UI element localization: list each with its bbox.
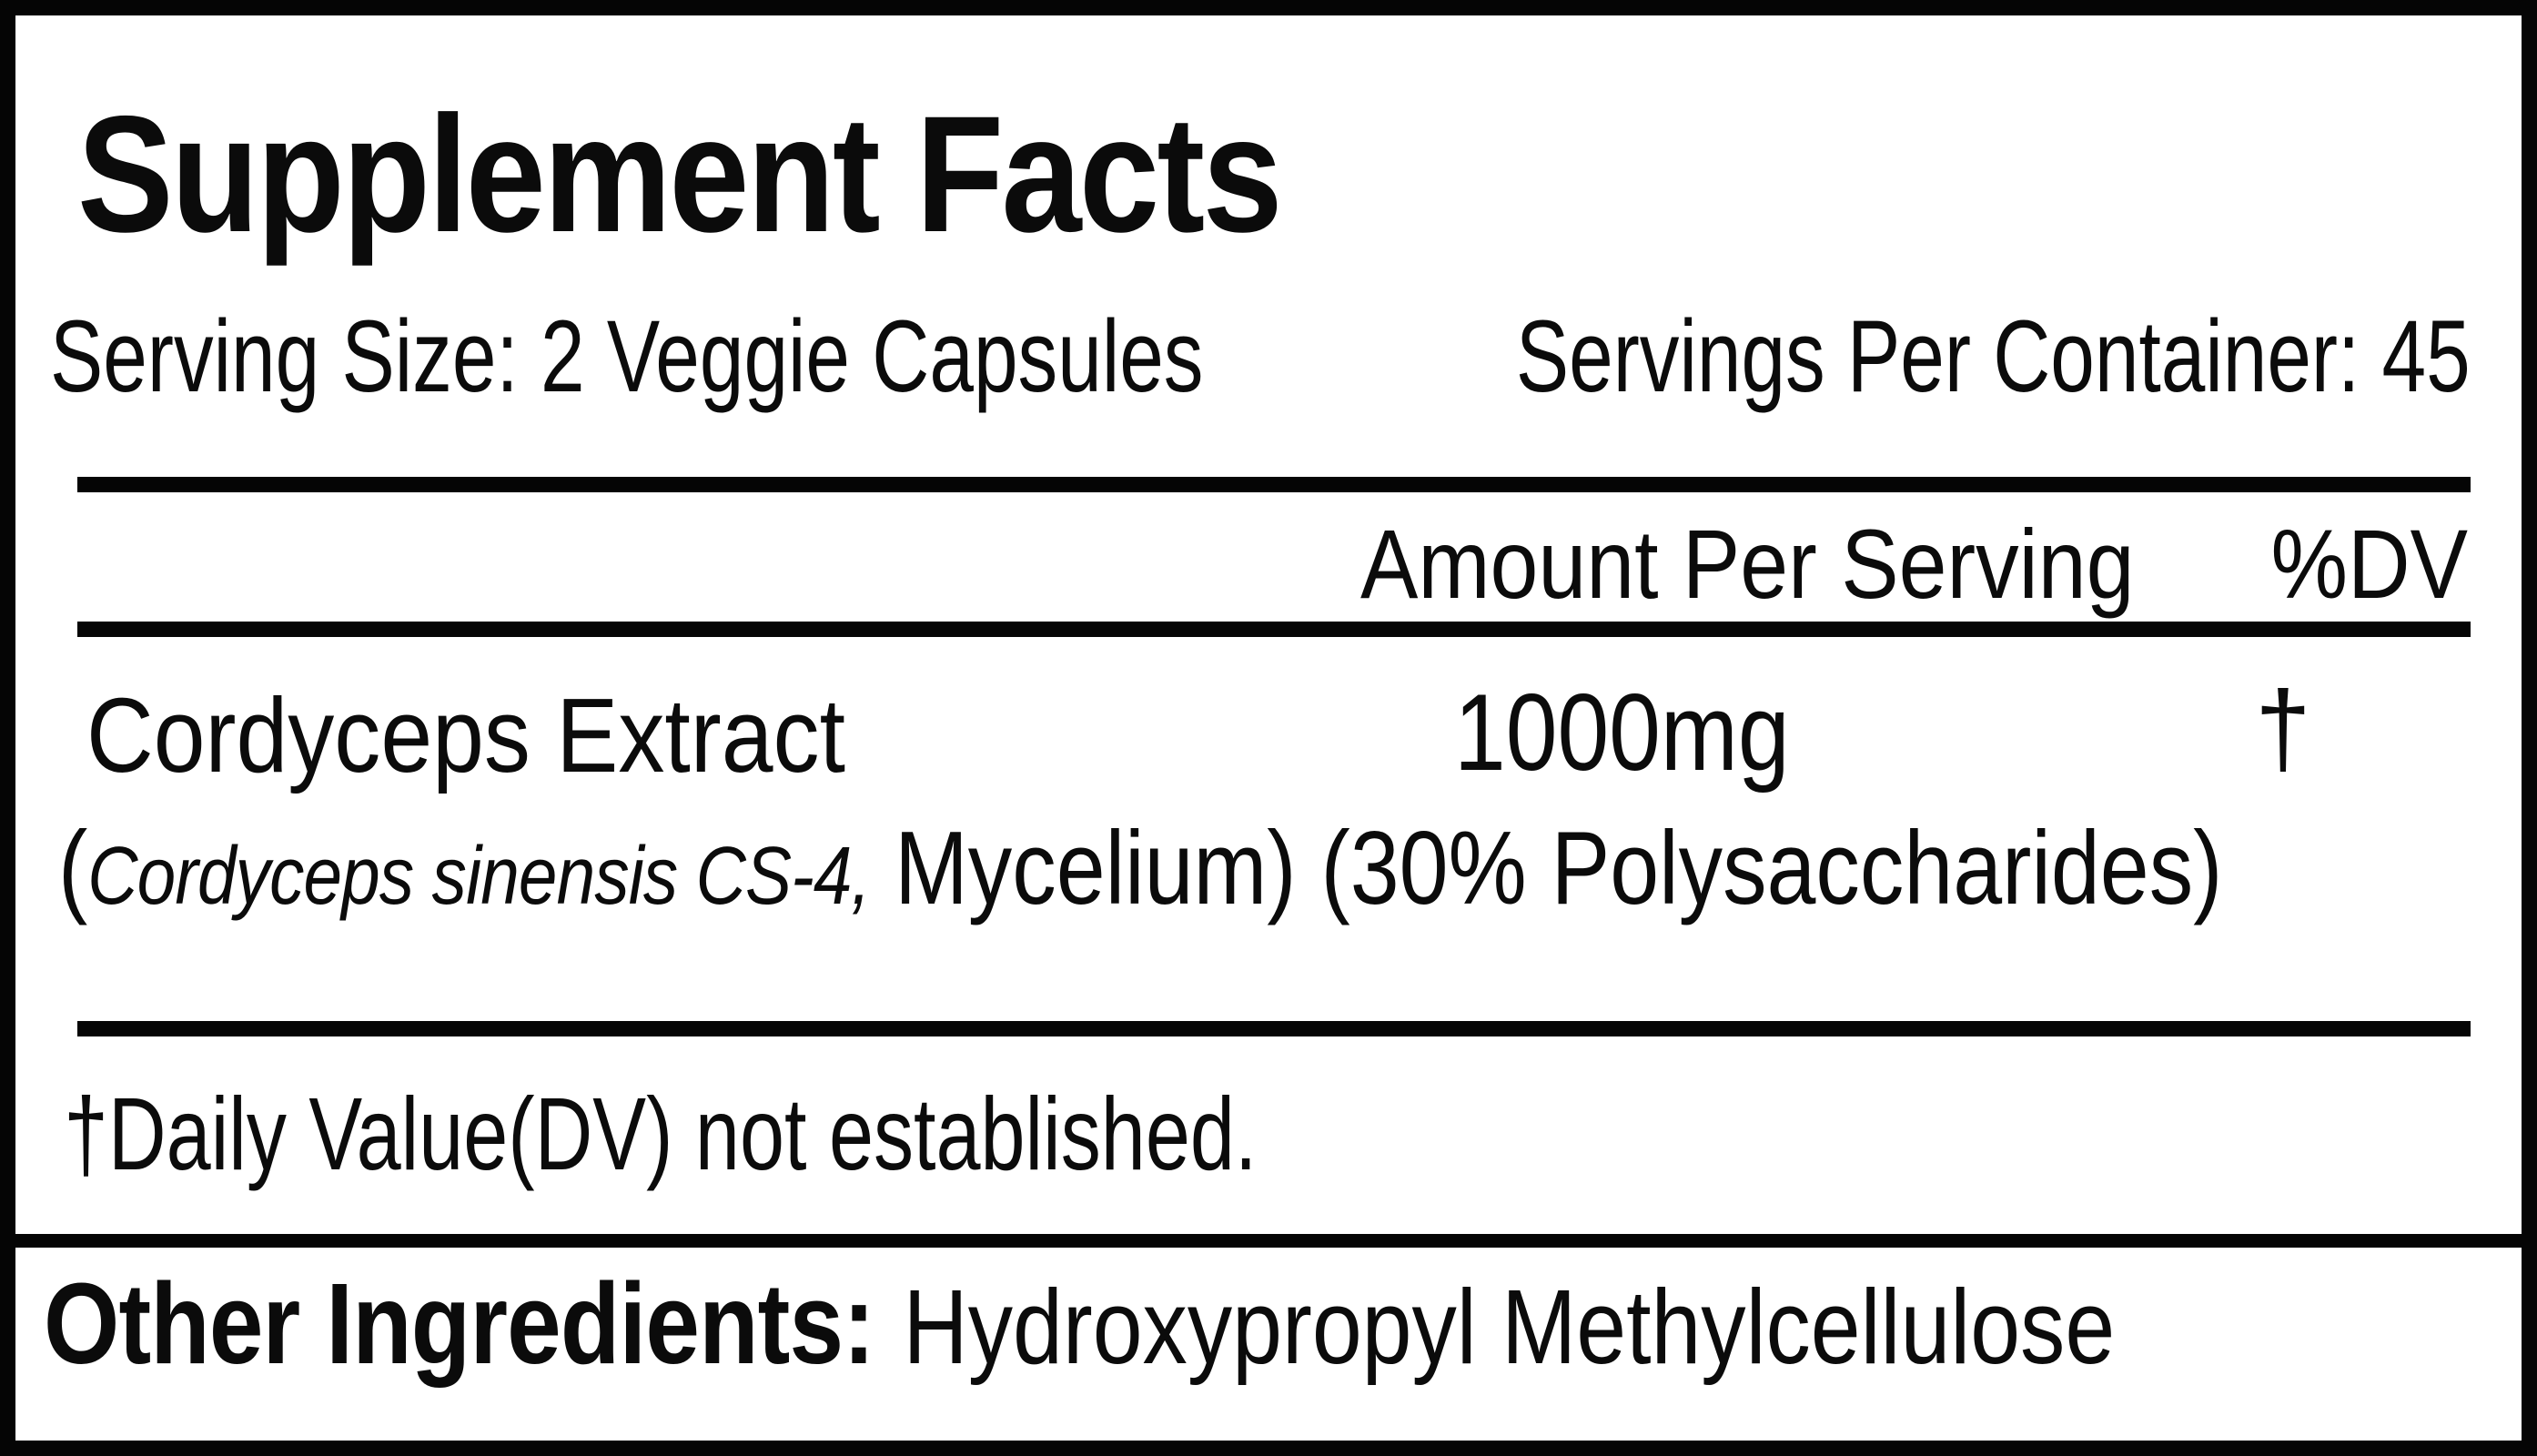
servings-per-container-text: Servings Per Container: 45: [1516, 299, 2471, 413]
divider-above-header: [77, 477, 2471, 492]
other-ingredients-label: Other Ingredients:: [44, 1259, 874, 1388]
ingredient-detail-prefix: (: [58, 811, 88, 926]
dv-footnote: †Daily Value(DV) not established.: [64, 1077, 1258, 1191]
serving-size-text: Serving Size: 2 Veggie Capsules: [50, 299, 1204, 413]
ingredient-detail-latin-name: Cordyceps sinensis CS-4,: [87, 831, 870, 922]
other-ingredients-row: [44, 1259, 2116, 1388]
other-ingredients-separator: [15, 1234, 2522, 1248]
divider-above-footnote: [77, 1021, 2471, 1036]
amount-per-serving-header: Amount Per Serving: [1359, 509, 2134, 619]
label-title: Supplement Facts: [77, 81, 1280, 267]
ingredient-amount: 1000mg: [1454, 672, 1790, 794]
percent-dv-header: %DV: [2270, 509, 2468, 619]
ingredient-dv-dagger: †: [2255, 669, 2311, 787]
divider-below-header: [77, 622, 2471, 637]
ingredient-detail: [58, 811, 2223, 926]
ingredient-detail-rest: Mycelium) (30% Polysaccharides): [895, 811, 2223, 926]
other-ingredients-value: Hydroxypropyl Methylcellulose: [903, 1268, 2116, 1386]
ingredient-name: Cordyceps Extract: [86, 676, 845, 794]
